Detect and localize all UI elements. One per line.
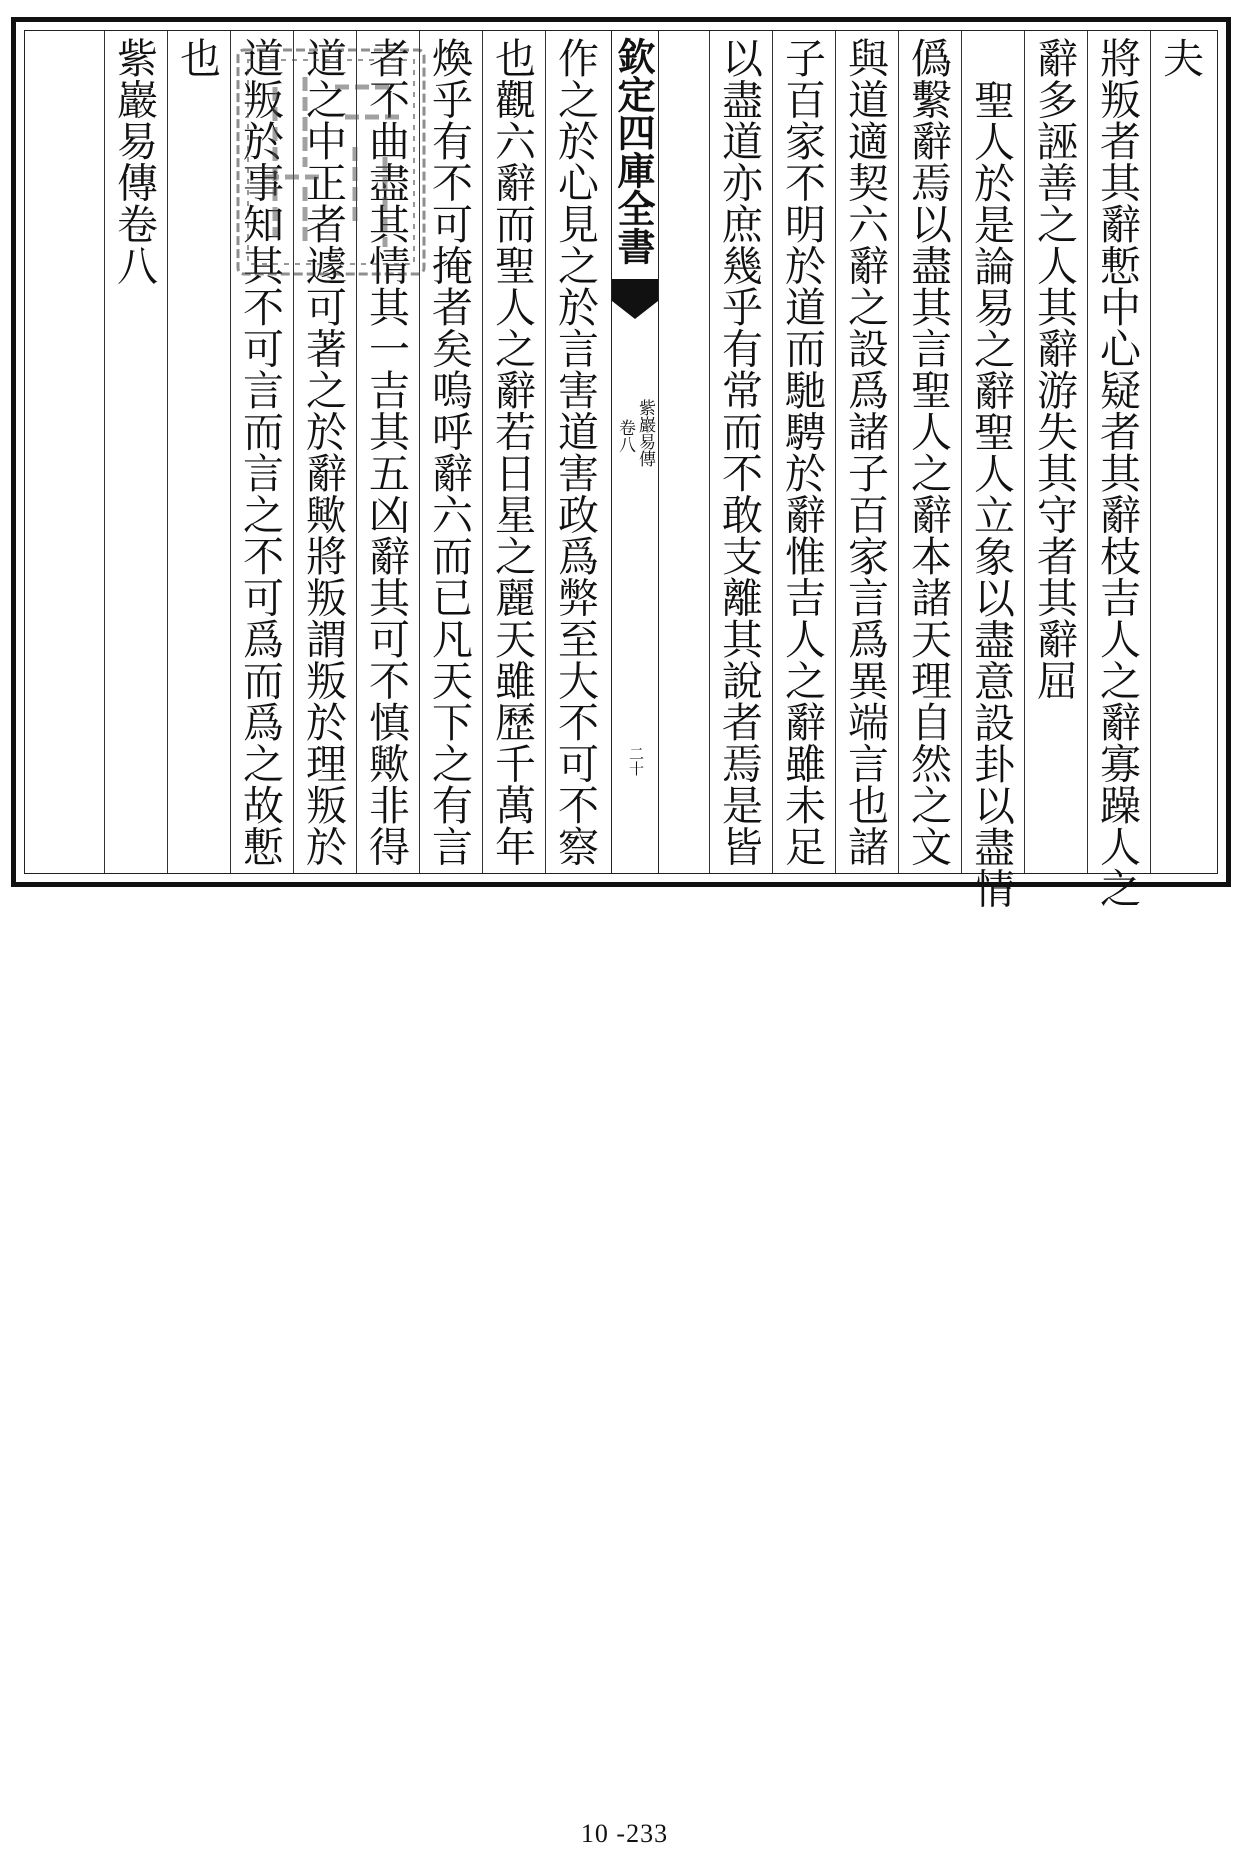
volume-label: 卷八: [615, 419, 635, 453]
text-column: 道叛於事知其不可言而言之不可爲而爲之故慙: [236, 37, 284, 867]
book-title: 紫巖易傳: [635, 399, 655, 467]
text-column: 作之於心見之於言害道害政爲弊至大不可不察: [551, 37, 599, 867]
column-rule: [230, 31, 231, 873]
text-column: 子百家不明於道而馳騁於辭惟吉人之辭雖未足: [778, 37, 826, 867]
text-column: 煥乎有不可掩者矣嗚呼辭六而已凡天下之有言: [425, 37, 473, 867]
collection-title: 欽定四庫全書: [611, 37, 656, 265]
text-column: 道之中正者遽可著之於辭歟將叛謂叛於理叛於: [299, 37, 347, 867]
text-column: 以盡道亦庶幾乎有常而不敢支離其說者焉是皆: [715, 37, 763, 867]
column-rule: [545, 31, 546, 873]
column-rule: [898, 31, 899, 873]
column-rule: [835, 31, 836, 873]
column-rule: [772, 31, 773, 873]
text-column: 也觀六辭而聖人之辭若日星之麗天雖歷千萬年: [488, 37, 536, 867]
column-rule: [104, 31, 105, 873]
text-column: 辭多誣善之人其辭游失其守者其辭屈: [1030, 37, 1078, 701]
column-rule: [1024, 31, 1025, 873]
text-column: 者不曲盡其情其一吉其五凶辭其可不慎歟非得: [362, 37, 410, 867]
leaf-number: 二十: [627, 746, 645, 776]
column-rule: [961, 31, 962, 873]
text-column: 也: [173, 37, 221, 79]
collector-seal-icon: [235, 47, 427, 277]
text-column: 與道適契六辭之設爲諸子百家言爲異端言也諸: [841, 37, 889, 867]
column-rule: [1150, 31, 1151, 873]
text-column: 夫: [1156, 37, 1204, 79]
text-column: 紫巖易傳卷八: [110, 37, 158, 286]
fish-tail-icon: [612, 279, 658, 319]
text-column: 僞繫辭焉以盡其言聖人之辭本諸天理自然之文: [904, 37, 952, 867]
page-number: 10 -233: [580, 1819, 669, 1848]
column-rule: [709, 31, 710, 873]
column-rule: [482, 31, 483, 873]
page-spine: [611, 31, 659, 873]
column-rule: [167, 31, 168, 873]
page-frame: [11, 17, 1231, 909]
column-rule: [1087, 31, 1088, 873]
text-block: [24, 30, 1218, 909]
text-column: 聖人於是論易之辭聖人立象以盡意設卦以盡情: [967, 79, 1015, 909]
text-column: 將叛者其辭慙中心疑者其辭枝吉人之辭寡躁人之: [1093, 37, 1141, 909]
